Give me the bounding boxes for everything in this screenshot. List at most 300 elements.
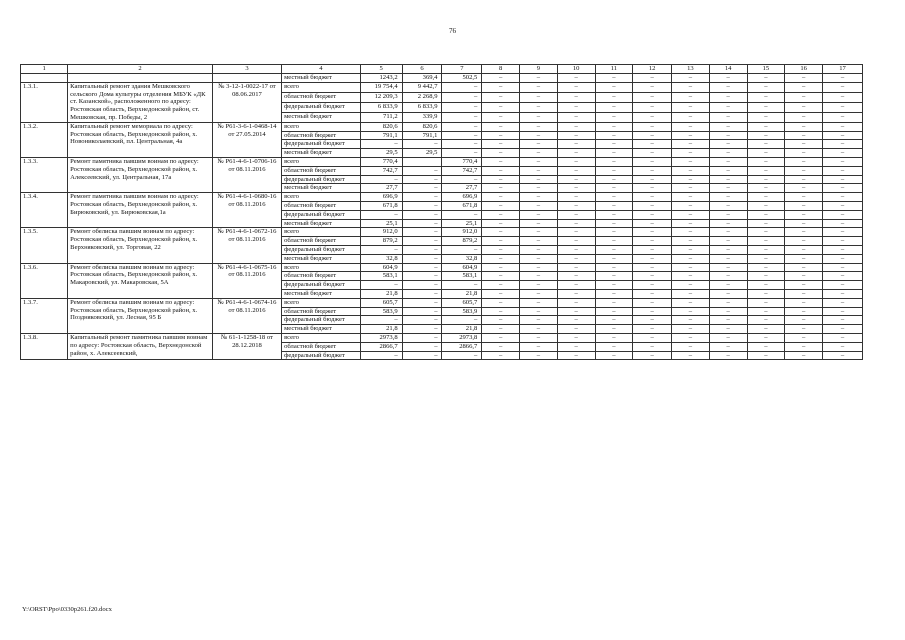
funding-source: всего bbox=[282, 263, 361, 272]
amount-cell: – bbox=[402, 298, 442, 307]
empty-value-cell: – bbox=[482, 82, 520, 92]
empty-value-cell: – bbox=[520, 193, 558, 202]
empty-value-cell: – bbox=[557, 219, 595, 228]
amount-cell: – bbox=[442, 112, 482, 122]
amount-cell: – bbox=[402, 245, 442, 254]
amount-cell: – bbox=[442, 245, 482, 254]
empty-value-cell: – bbox=[557, 166, 595, 175]
empty-value-cell: – bbox=[709, 219, 747, 228]
empty-value-cell: – bbox=[520, 228, 558, 237]
empty-value-cell: – bbox=[785, 122, 823, 131]
empty-value-cell: – bbox=[595, 272, 633, 281]
empty-value-cell: – bbox=[747, 298, 785, 307]
empty-value-cell: – bbox=[823, 122, 863, 131]
empty-value-cell: – bbox=[520, 325, 558, 334]
amount-cell: 19 754,4 bbox=[360, 82, 402, 92]
empty-value-cell: – bbox=[595, 140, 633, 149]
empty-value-cell: – bbox=[747, 245, 785, 254]
empty-value-cell: – bbox=[823, 254, 863, 263]
empty-value-cell: – bbox=[633, 175, 672, 184]
empty-value-cell: – bbox=[672, 122, 710, 131]
column-number-header: 10 bbox=[557, 65, 595, 74]
amount-cell: – bbox=[360, 351, 402, 360]
empty-value-cell: – bbox=[557, 254, 595, 263]
document-number: № Р61-4-6-1-0674-16 от 08.11.2016 bbox=[212, 298, 281, 333]
amount-cell: – bbox=[402, 193, 442, 202]
empty-value-cell: – bbox=[520, 112, 558, 122]
empty-value-cell: – bbox=[633, 237, 672, 246]
amount-cell: – bbox=[360, 316, 402, 325]
empty-value-cell: – bbox=[482, 289, 520, 298]
amount-cell: – bbox=[442, 122, 482, 131]
empty-value-cell: – bbox=[672, 201, 710, 210]
empty-value-cell: – bbox=[482, 210, 520, 219]
empty-value-cell: – bbox=[747, 166, 785, 175]
amount-cell: – bbox=[402, 307, 442, 316]
document-number bbox=[212, 74, 281, 83]
amount-cell: – bbox=[402, 289, 442, 298]
empty-value-cell: – bbox=[482, 325, 520, 334]
empty-value-cell: – bbox=[633, 193, 672, 202]
empty-value-cell: – bbox=[785, 193, 823, 202]
amount-cell: – bbox=[442, 131, 482, 140]
empty-value-cell: – bbox=[672, 281, 710, 290]
empty-value-cell: – bbox=[482, 254, 520, 263]
empty-value-cell: – bbox=[633, 289, 672, 298]
column-number-header: 15 bbox=[747, 65, 785, 74]
amount-cell: 1243,2 bbox=[360, 74, 402, 83]
amount-cell: – bbox=[402, 140, 442, 149]
empty-value-cell: – bbox=[520, 74, 558, 83]
empty-value-cell: – bbox=[672, 298, 710, 307]
empty-value-cell: – bbox=[672, 166, 710, 175]
empty-value-cell: – bbox=[520, 92, 558, 102]
empty-value-cell: – bbox=[482, 193, 520, 202]
amount-cell: 12 209,3 bbox=[360, 92, 402, 102]
empty-value-cell: – bbox=[823, 263, 863, 272]
empty-value-cell: – bbox=[823, 112, 863, 122]
empty-value-cell: – bbox=[557, 149, 595, 158]
empty-value-cell: – bbox=[482, 112, 520, 122]
empty-value-cell: – bbox=[595, 307, 633, 316]
empty-value-cell: – bbox=[785, 74, 823, 83]
column-number-header: 8 bbox=[482, 65, 520, 74]
amount-cell: – bbox=[442, 102, 482, 112]
empty-value-cell: – bbox=[520, 307, 558, 316]
empty-value-cell: – bbox=[785, 333, 823, 342]
empty-value-cell: – bbox=[520, 140, 558, 149]
amount-cell: – bbox=[402, 166, 442, 175]
item-name bbox=[68, 74, 213, 83]
empty-value-cell: – bbox=[595, 175, 633, 184]
empty-value-cell: – bbox=[482, 102, 520, 112]
empty-value-cell: – bbox=[520, 210, 558, 219]
empty-value-cell: – bbox=[595, 193, 633, 202]
empty-value-cell: – bbox=[672, 92, 710, 102]
empty-value-cell: – bbox=[672, 245, 710, 254]
amount-cell: – bbox=[442, 140, 482, 149]
empty-value-cell: – bbox=[672, 307, 710, 316]
empty-value-cell: – bbox=[520, 82, 558, 92]
amount-cell: – bbox=[402, 272, 442, 281]
amount-cell: 21,8 bbox=[442, 325, 482, 334]
amount-cell: 742,7 bbox=[442, 166, 482, 175]
column-number-header: 1 bbox=[21, 65, 68, 74]
amount-cell: 27,7 bbox=[442, 184, 482, 193]
empty-value-cell: – bbox=[482, 149, 520, 158]
empty-value-cell: – bbox=[747, 307, 785, 316]
empty-value-cell: – bbox=[747, 289, 785, 298]
empty-value-cell: – bbox=[557, 228, 595, 237]
empty-value-cell: – bbox=[709, 210, 747, 219]
funding-source: областной бюджет bbox=[282, 201, 361, 210]
amount-cell: 21,8 bbox=[360, 289, 402, 298]
empty-value-cell: – bbox=[595, 342, 633, 351]
funding-source: местный бюджет bbox=[282, 219, 361, 228]
item-name: Капитальный ремонт мемориала по адресу: Ростовская область, Верхнедонской район, х. Новониколаевский, пл. Центральная, 4а bbox=[68, 122, 213, 157]
amount-cell: 604,9 bbox=[360, 263, 402, 272]
empty-value-cell: – bbox=[747, 219, 785, 228]
empty-value-cell: – bbox=[520, 245, 558, 254]
amount-cell: 2973,8 bbox=[442, 333, 482, 342]
empty-value-cell: – bbox=[709, 201, 747, 210]
amount-cell: 369,4 bbox=[402, 74, 442, 83]
empty-value-cell: – bbox=[709, 157, 747, 166]
funding-source: федеральный бюджет bbox=[282, 316, 361, 325]
empty-value-cell: – bbox=[595, 281, 633, 290]
empty-value-cell: – bbox=[482, 92, 520, 102]
empty-value-cell: – bbox=[823, 184, 863, 193]
empty-value-cell: – bbox=[823, 74, 863, 83]
empty-value-cell: – bbox=[709, 289, 747, 298]
empty-value-cell: – bbox=[595, 351, 633, 360]
empty-value-cell: – bbox=[595, 254, 633, 263]
empty-value-cell: – bbox=[785, 149, 823, 158]
empty-value-cell: – bbox=[633, 228, 672, 237]
amount-cell: 696,9 bbox=[360, 193, 402, 202]
empty-value-cell: – bbox=[709, 263, 747, 272]
amount-cell: 912,0 bbox=[442, 228, 482, 237]
program-table bbox=[20, 64, 863, 360]
empty-value-cell: – bbox=[672, 184, 710, 193]
empty-value-cell: – bbox=[520, 289, 558, 298]
empty-value-cell: – bbox=[823, 82, 863, 92]
funding-source: федеральный бюджет bbox=[282, 281, 361, 290]
empty-value-cell: – bbox=[633, 298, 672, 307]
empty-value-cell: – bbox=[747, 272, 785, 281]
empty-value-cell: – bbox=[785, 140, 823, 149]
empty-value-cell: – bbox=[482, 175, 520, 184]
item-name: Ремонт обелиска павшим воинам по адресу: Ростовская область, Верхнедонской район, х. Поздняковский, ул. Лесная, 95 Б bbox=[68, 298, 213, 333]
amount-cell: – bbox=[402, 316, 442, 325]
amount-cell: – bbox=[402, 237, 442, 246]
empty-value-cell: – bbox=[785, 201, 823, 210]
empty-value-cell: – bbox=[823, 92, 863, 102]
empty-value-cell: – bbox=[595, 219, 633, 228]
empty-value-cell: – bbox=[709, 193, 747, 202]
empty-value-cell: – bbox=[595, 263, 633, 272]
empty-value-cell: – bbox=[633, 333, 672, 342]
empty-value-cell: – bbox=[595, 228, 633, 237]
empty-value-cell: – bbox=[709, 272, 747, 281]
funding-source: всего bbox=[282, 157, 361, 166]
empty-value-cell: – bbox=[747, 74, 785, 83]
empty-value-cell: – bbox=[633, 263, 672, 272]
amount-cell: – bbox=[402, 342, 442, 351]
amount-cell: 879,2 bbox=[360, 237, 402, 246]
column-number-header: 13 bbox=[672, 65, 710, 74]
amount-cell: 583,1 bbox=[360, 272, 402, 281]
amount-cell: 696,9 bbox=[442, 193, 482, 202]
funding-source: местный бюджет bbox=[282, 74, 361, 83]
empty-value-cell: – bbox=[520, 184, 558, 193]
amount-cell: – bbox=[360, 140, 402, 149]
empty-value-cell: – bbox=[595, 316, 633, 325]
empty-value-cell: – bbox=[482, 316, 520, 325]
empty-value-cell: – bbox=[823, 193, 863, 202]
empty-value-cell: – bbox=[709, 149, 747, 158]
empty-value-cell: – bbox=[595, 74, 633, 83]
empty-value-cell: – bbox=[785, 254, 823, 263]
file-path: Y:\ORST\Ppo\0330p261.f20.docx bbox=[22, 606, 112, 613]
empty-value-cell: – bbox=[482, 351, 520, 360]
empty-value-cell: – bbox=[709, 184, 747, 193]
empty-value-cell: – bbox=[482, 237, 520, 246]
item-code: 1.3.3. bbox=[21, 157, 68, 192]
empty-value-cell: – bbox=[709, 131, 747, 140]
empty-value-cell: – bbox=[482, 281, 520, 290]
empty-value-cell: – bbox=[823, 131, 863, 140]
empty-value-cell: – bbox=[709, 307, 747, 316]
empty-value-cell: – bbox=[672, 175, 710, 184]
item-code: 1.3.1. bbox=[21, 82, 68, 122]
item-name: Ремонт обелиска павшим воинам по адресу: Ростовская область, Верхнедонской район, х. Верхняковский, ул. Торговая, 22 bbox=[68, 228, 213, 263]
document-number: № 3-12-1-0022-17 от 08.06.2017 bbox=[212, 82, 281, 122]
amount-cell: 502,5 bbox=[442, 74, 482, 83]
amount-cell: – bbox=[402, 219, 442, 228]
amount-cell: 742,7 bbox=[360, 166, 402, 175]
empty-value-cell: – bbox=[557, 112, 595, 122]
empty-value-cell: – bbox=[709, 82, 747, 92]
amount-cell: 2973,8 bbox=[360, 333, 402, 342]
empty-value-cell: – bbox=[482, 166, 520, 175]
empty-value-cell: – bbox=[709, 166, 747, 175]
funding-source: местный бюджет bbox=[282, 325, 361, 334]
document-number: № Р61-4-6-1-0675-16 от 08.11.2016 bbox=[212, 263, 281, 298]
empty-value-cell: – bbox=[709, 228, 747, 237]
empty-value-cell: – bbox=[557, 316, 595, 325]
empty-value-cell: – bbox=[633, 131, 672, 140]
empty-value-cell: – bbox=[709, 333, 747, 342]
amount-cell: – bbox=[402, 254, 442, 263]
amount-cell: 27,7 bbox=[360, 184, 402, 193]
amount-cell: 605,7 bbox=[442, 298, 482, 307]
empty-value-cell: – bbox=[709, 122, 747, 131]
empty-value-cell: – bbox=[557, 307, 595, 316]
empty-value-cell: – bbox=[672, 289, 710, 298]
empty-value-cell: – bbox=[520, 254, 558, 263]
empty-value-cell: – bbox=[785, 210, 823, 219]
amount-cell: – bbox=[442, 149, 482, 158]
amount-cell: 21,8 bbox=[360, 325, 402, 334]
empty-value-cell: – bbox=[672, 157, 710, 166]
empty-value-cell: – bbox=[672, 351, 710, 360]
empty-value-cell: – bbox=[482, 74, 520, 83]
amount-cell: 339,9 bbox=[402, 112, 442, 122]
empty-value-cell: – bbox=[482, 201, 520, 210]
empty-value-cell: – bbox=[520, 342, 558, 351]
empty-value-cell: – bbox=[785, 184, 823, 193]
empty-value-cell: – bbox=[557, 82, 595, 92]
empty-value-cell: – bbox=[747, 82, 785, 92]
empty-value-cell: – bbox=[823, 102, 863, 112]
document-number: № 61-1-1258-18 от 28.12.2018 bbox=[212, 333, 281, 359]
empty-value-cell: – bbox=[785, 237, 823, 246]
empty-value-cell: – bbox=[823, 342, 863, 351]
amount-cell: – bbox=[402, 325, 442, 334]
empty-value-cell: – bbox=[557, 325, 595, 334]
empty-value-cell: – bbox=[557, 92, 595, 102]
empty-value-cell: – bbox=[557, 272, 595, 281]
empty-value-cell: – bbox=[709, 245, 747, 254]
empty-value-cell: – bbox=[747, 157, 785, 166]
empty-value-cell: – bbox=[672, 193, 710, 202]
empty-value-cell: – bbox=[672, 82, 710, 92]
funding-source: федеральный бюджет bbox=[282, 175, 361, 184]
empty-value-cell: – bbox=[785, 289, 823, 298]
empty-value-cell: – bbox=[747, 316, 785, 325]
empty-value-cell: – bbox=[747, 254, 785, 263]
empty-value-cell: – bbox=[520, 149, 558, 158]
empty-value-cell: – bbox=[785, 131, 823, 140]
item-name: Ремонт памятника павшим воинам по адресу: Ростовская область, Верхнедонской район, х. Бирюковский, ул. Бирюковская,1а bbox=[68, 193, 213, 228]
funding-source: областной бюджет bbox=[282, 272, 361, 281]
empty-value-cell: – bbox=[709, 298, 747, 307]
empty-value-cell: – bbox=[557, 201, 595, 210]
empty-value-cell: – bbox=[823, 333, 863, 342]
funding-source: местный бюджет bbox=[282, 289, 361, 298]
amount-cell: 711,2 bbox=[360, 112, 402, 122]
amount-cell: 25,1 bbox=[442, 219, 482, 228]
empty-value-cell: – bbox=[672, 316, 710, 325]
empty-value-cell: – bbox=[557, 333, 595, 342]
empty-value-cell: – bbox=[557, 281, 595, 290]
table-row bbox=[21, 122, 863, 131]
funding-source: всего bbox=[282, 298, 361, 307]
empty-value-cell: – bbox=[557, 102, 595, 112]
empty-value-cell: – bbox=[823, 166, 863, 175]
empty-value-cell: – bbox=[823, 237, 863, 246]
empty-value-cell: – bbox=[823, 289, 863, 298]
table-row bbox=[21, 298, 863, 307]
empty-value-cell: – bbox=[823, 140, 863, 149]
empty-value-cell: – bbox=[785, 82, 823, 92]
amount-cell: 820,6 bbox=[402, 122, 442, 131]
empty-value-cell: – bbox=[747, 193, 785, 202]
item-code: 1.3.5. bbox=[21, 228, 68, 263]
amount-cell: – bbox=[402, 263, 442, 272]
empty-value-cell: – bbox=[785, 157, 823, 166]
empty-value-cell: – bbox=[633, 166, 672, 175]
empty-value-cell: – bbox=[823, 149, 863, 158]
empty-value-cell: – bbox=[520, 263, 558, 272]
empty-value-cell: – bbox=[672, 219, 710, 228]
empty-value-cell: – bbox=[747, 175, 785, 184]
column-number-header: 3 bbox=[212, 65, 281, 74]
funding-source: всего bbox=[282, 122, 361, 131]
empty-value-cell: – bbox=[633, 254, 672, 263]
amount-cell: 29,5 bbox=[402, 149, 442, 158]
empty-value-cell: – bbox=[823, 307, 863, 316]
amount-cell: 32,8 bbox=[360, 254, 402, 263]
empty-value-cell: – bbox=[482, 298, 520, 307]
empty-value-cell: – bbox=[633, 325, 672, 334]
empty-value-cell: – bbox=[482, 342, 520, 351]
empty-value-cell: – bbox=[633, 342, 672, 351]
empty-value-cell: – bbox=[595, 184, 633, 193]
funding-source: федеральный бюджет bbox=[282, 245, 361, 254]
empty-value-cell: – bbox=[633, 82, 672, 92]
empty-value-cell: – bbox=[633, 102, 672, 112]
empty-value-cell: – bbox=[747, 333, 785, 342]
empty-value-cell: – bbox=[595, 237, 633, 246]
empty-value-cell: – bbox=[520, 166, 558, 175]
empty-value-cell: – bbox=[823, 157, 863, 166]
amount-cell: – bbox=[360, 281, 402, 290]
empty-value-cell: – bbox=[672, 210, 710, 219]
empty-value-cell: – bbox=[709, 237, 747, 246]
empty-value-cell: – bbox=[557, 263, 595, 272]
empty-value-cell: – bbox=[482, 219, 520, 228]
empty-value-cell: – bbox=[482, 122, 520, 131]
empty-value-cell: – bbox=[709, 342, 747, 351]
empty-value-cell: – bbox=[785, 351, 823, 360]
document-number: № Р61-4-6-1-0672-16 от 08.11.2016 bbox=[212, 228, 281, 263]
table-row bbox=[21, 193, 863, 202]
column-number-header: 14 bbox=[709, 65, 747, 74]
empty-value-cell: – bbox=[823, 175, 863, 184]
empty-value-cell: – bbox=[709, 281, 747, 290]
empty-value-cell: – bbox=[709, 316, 747, 325]
empty-value-cell: – bbox=[672, 140, 710, 149]
funding-source: федеральный бюджет bbox=[282, 351, 361, 360]
funding-source: областной бюджет bbox=[282, 131, 361, 140]
item-code: 1.3.4. bbox=[21, 193, 68, 228]
empty-value-cell: – bbox=[482, 131, 520, 140]
empty-value-cell: – bbox=[785, 112, 823, 122]
empty-value-cell: – bbox=[520, 131, 558, 140]
amount-cell: – bbox=[402, 281, 442, 290]
empty-value-cell: – bbox=[633, 281, 672, 290]
funding-source: областной бюджет bbox=[282, 307, 361, 316]
funding-source: областной бюджет bbox=[282, 237, 361, 246]
column-number-header: 4 bbox=[282, 65, 361, 74]
amount-cell: 2866,7 bbox=[442, 342, 482, 351]
column-number-header: 17 bbox=[823, 65, 863, 74]
amount-cell: 21,8 bbox=[442, 289, 482, 298]
empty-value-cell: – bbox=[595, 298, 633, 307]
empty-value-cell: – bbox=[785, 281, 823, 290]
empty-value-cell: – bbox=[823, 201, 863, 210]
empty-value-cell: – bbox=[520, 351, 558, 360]
amount-cell: 2866,7 bbox=[360, 342, 402, 351]
amount-cell: 32,8 bbox=[442, 254, 482, 263]
funding-source: всего bbox=[282, 333, 361, 342]
empty-value-cell: – bbox=[672, 342, 710, 351]
column-number-header: 5 bbox=[360, 65, 402, 74]
empty-value-cell: – bbox=[785, 219, 823, 228]
column-number-header: 16 bbox=[785, 65, 823, 74]
